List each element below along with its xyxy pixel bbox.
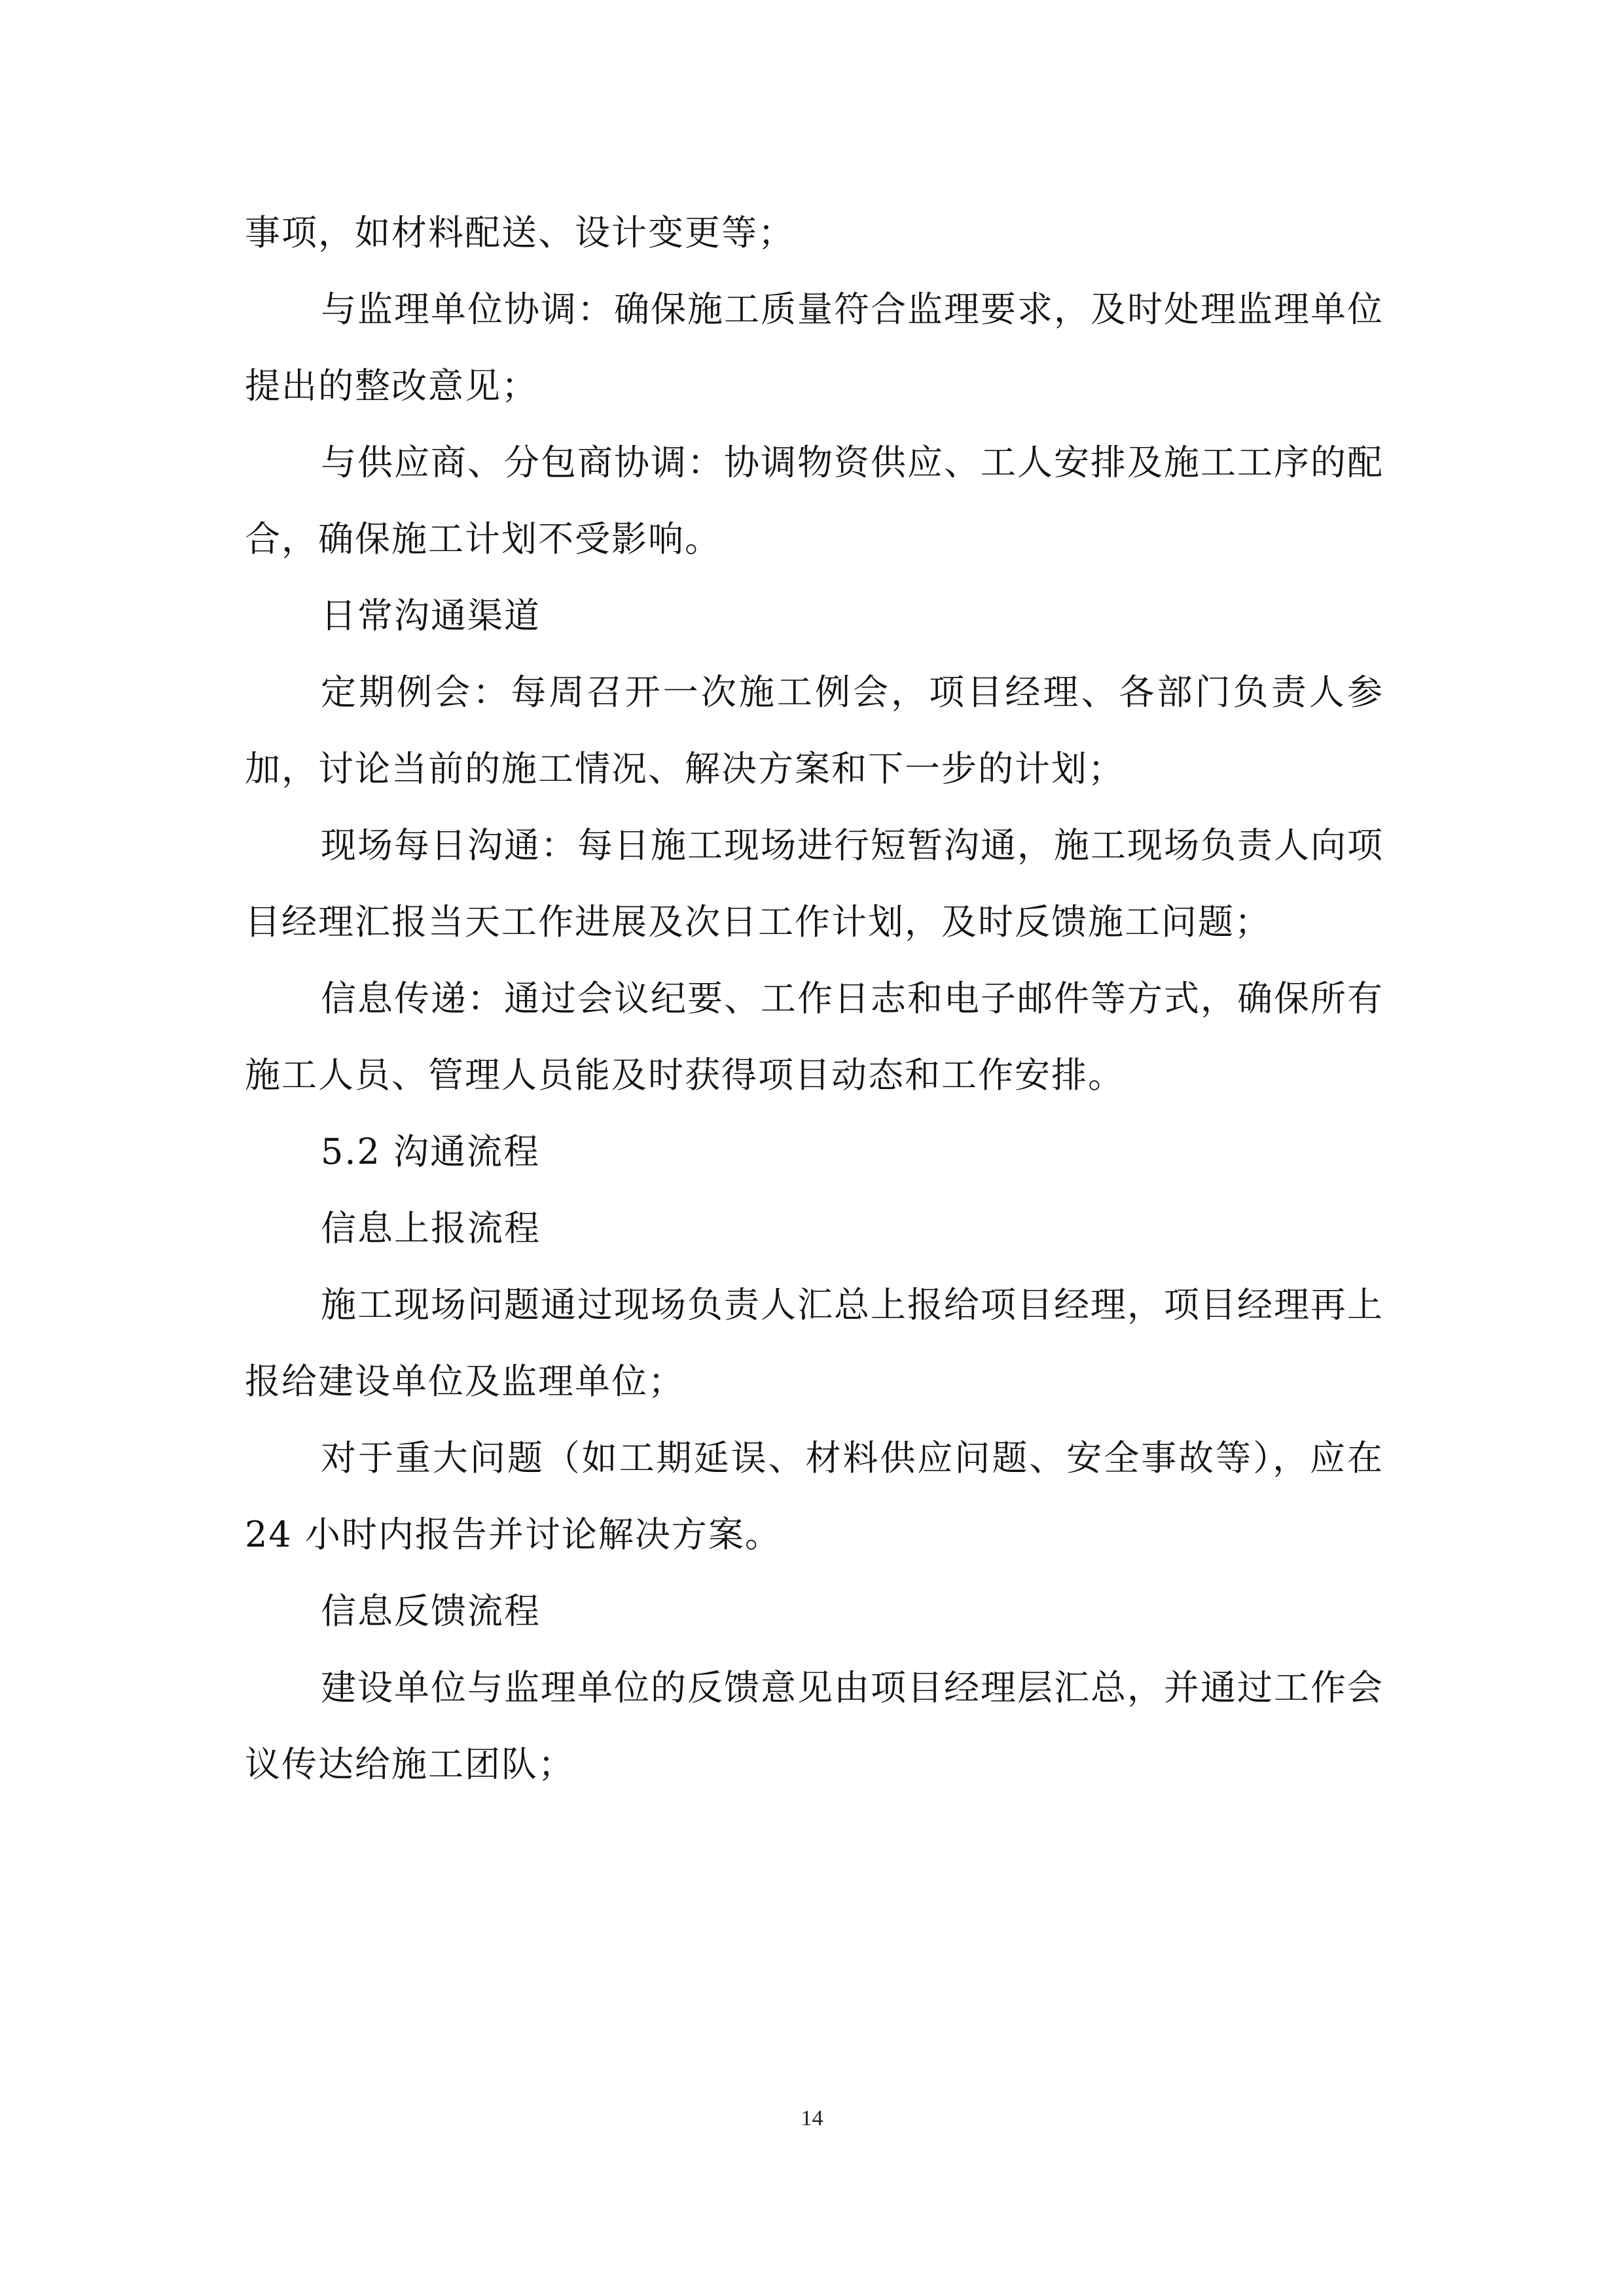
section-subheading: 信息反馈流程	[321, 1590, 541, 1632]
page-number: 14	[801, 2106, 823, 2130]
paragraph: 施工现场问题通过现场负责人汇总上报给项目经理，项目经理再上报给建设单位及监理单位；	[245, 1284, 1384, 1402]
paragraph: 对于重大问题（如工期延误、材料供应问题、安全事故等），应在 24 小时内报告并讨论解决方案。	[245, 1437, 1384, 1555]
paragraph: 建设单位与监理单位的反馈意见由项目经理层汇总，并通过工作会议传达给施工团队；	[245, 1667, 1384, 1785]
section-subheading: 信息上报流程	[321, 1208, 541, 1249]
paragraph: 事项，如材料配送、设计变更等；	[245, 212, 795, 253]
paragraph: 定期例会：每周召开一次施工例会，项目经理、各部门负责人参加，讨论当前的施工情况、解决方案和下一步的计划；	[245, 672, 1384, 789]
body-text	[245, 194, 1384, 1803]
section-subheading: 日常沟通渠道	[321, 595, 541, 636]
paragraph: 与监理单位协调：确保施工质量符合监理要求，及时处理监理单位提出的整改意见；	[245, 289, 1384, 406]
section-heading: 5.2 沟通流程	[321, 1131, 541, 1172]
paragraph: 信息传递：通过会议纪要、工作日志和电子邮件等方式，确保所有施工人员、管理人员能及时获得项目动态和工作安排。	[245, 978, 1384, 1096]
paragraph: 与供应商、分包商协调：协调物资供应、工人安排及施工工序的配合，确保施工计划不受影响。	[245, 442, 1384, 560]
paragraph: 现场每日沟通：每日施工现场进行短暂沟通，施工现场负责人向项目经理汇报当天工作进展及次日工作计划，及时反馈施工问题；	[245, 825, 1384, 942]
